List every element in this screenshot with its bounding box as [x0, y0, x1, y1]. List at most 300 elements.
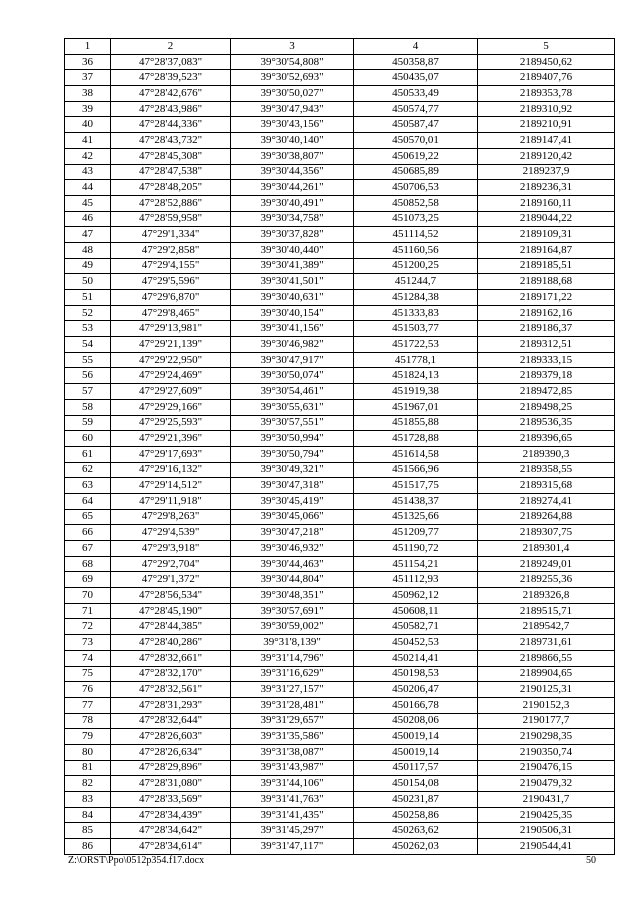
table-cell: 47°29'4,539"	[111, 525, 231, 541]
table-cell: 2189186,37	[478, 321, 615, 337]
table-cell: 39°30'40,631"	[231, 290, 354, 306]
table-cell: 47°28'44,336"	[111, 117, 231, 133]
table-cell: 450117,57	[354, 760, 478, 776]
table-cell: 50	[65, 274, 111, 290]
table-cell: 450962,12	[354, 588, 478, 604]
table-cell: 38	[65, 86, 111, 102]
table-row	[65, 431, 615, 447]
table-cell: 42	[65, 148, 111, 164]
table-row	[65, 807, 615, 823]
table-cell: 450258,86	[354, 807, 478, 823]
table-cell: 39°31'44,106"	[231, 776, 354, 792]
table-cell: 451778,1	[354, 352, 478, 368]
table-cell: 47°28'32,561"	[111, 682, 231, 698]
table-cell: 2189307,75	[478, 525, 615, 541]
table-cell: 39°30'46,932"	[231, 541, 354, 557]
table-cell: 47°28'34,642"	[111, 823, 231, 839]
table-cell: 39°31'14,796"	[231, 650, 354, 666]
table-row	[65, 242, 615, 258]
table-cell: 47°28'43,732"	[111, 133, 231, 149]
column-header-3: 3	[231, 39, 354, 55]
table-cell: 450166,78	[354, 697, 478, 713]
table-cell: 47°29'6,870"	[111, 290, 231, 306]
table-cell: 39°30'40,154"	[231, 305, 354, 321]
table-cell: 451517,75	[354, 478, 478, 494]
table-cell: 450358,87	[354, 54, 478, 70]
table-cell: 51	[65, 290, 111, 306]
table-cell: 39°30'50,027"	[231, 86, 354, 102]
table-cell: 450452,53	[354, 635, 478, 651]
table-cell: 47°29'14,512"	[111, 478, 231, 494]
table-row	[65, 321, 615, 337]
table-cell: 83	[65, 792, 111, 808]
table-cell: 52	[65, 305, 111, 321]
table-row	[65, 86, 615, 102]
table-row	[65, 117, 615, 133]
table-cell: 47°28'26,634"	[111, 744, 231, 760]
table-cell: 2189536,35	[478, 415, 615, 431]
table-row	[65, 478, 615, 494]
table-cell: 2189171,22	[478, 290, 615, 306]
table-cell: 39°30'57,691"	[231, 603, 354, 619]
table-cell: 2189264,88	[478, 509, 615, 525]
table-cell: 2189358,55	[478, 462, 615, 478]
table-cell: 47°29'27,609"	[111, 384, 231, 400]
table-cell: 451244,7	[354, 274, 478, 290]
table-cell: 450262,03	[354, 839, 478, 855]
table-cell: 39°30'57,551"	[231, 415, 354, 431]
table-cell: 2189379,18	[478, 368, 615, 384]
table-cell: 451824,13	[354, 368, 478, 384]
table-cell: 47°29'29,166"	[111, 399, 231, 415]
table-cell: 71	[65, 603, 111, 619]
table-cell: 39°30'34,758"	[231, 211, 354, 227]
table-row	[65, 603, 615, 619]
table-cell: 76	[65, 682, 111, 698]
table-cell: 2189498,25	[478, 399, 615, 415]
table-cell: 39°30'46,982"	[231, 337, 354, 353]
table-cell: 2189515,71	[478, 603, 615, 619]
table-cell: 2190350,74	[478, 744, 615, 760]
table-cell: 2190425,35	[478, 807, 615, 823]
table-cell: 451073,25	[354, 211, 478, 227]
table-cell: 39°31'8,139"	[231, 635, 354, 651]
table-row	[65, 227, 615, 243]
table-row	[65, 493, 615, 509]
table-cell: 47°28'39,523"	[111, 70, 231, 86]
table-row	[65, 368, 615, 384]
column-header-4: 4	[354, 39, 478, 55]
table-cell: 49	[65, 258, 111, 274]
table-row	[65, 588, 615, 604]
table-cell: 39°30'44,804"	[231, 572, 354, 588]
table-row	[65, 290, 615, 306]
table-cell: 450706,53	[354, 180, 478, 196]
table-cell: 44	[65, 180, 111, 196]
table-cell: 39°31'41,435"	[231, 807, 354, 823]
table-cell: 47°29'5,596"	[111, 274, 231, 290]
table-cell: 39°30'45,066"	[231, 509, 354, 525]
table-cell: 2189210,91	[478, 117, 615, 133]
table-cell: 45	[65, 195, 111, 211]
table-cell: 2189312,51	[478, 337, 615, 353]
table-cell: 39°30'54,808"	[231, 54, 354, 70]
table-cell: 47°29'8,465"	[111, 305, 231, 321]
table-cell: 2189904,65	[478, 666, 615, 682]
table-cell: 2189315,68	[478, 478, 615, 494]
table-cell: 450263,62	[354, 823, 478, 839]
table-cell: 450570,01	[354, 133, 478, 149]
column-header-1: 1	[65, 39, 111, 55]
table-row	[65, 148, 615, 164]
table-row	[65, 525, 615, 541]
table-cell: 450019,14	[354, 729, 478, 745]
table-cell: 39°31'38,087"	[231, 744, 354, 760]
coordinates-table	[64, 38, 615, 855]
table-cell: 2190125,31	[478, 682, 615, 698]
table-cell: 451325,66	[354, 509, 478, 525]
table-cell: 55	[65, 352, 111, 368]
table-cell: 2189120,42	[478, 148, 615, 164]
table-cell: 39°30'48,351"	[231, 588, 354, 604]
table-cell: 39°30'49,321"	[231, 462, 354, 478]
table-cell: 47°28'34,614"	[111, 839, 231, 855]
table-cell: 36	[65, 54, 111, 70]
table-cell: 70	[65, 588, 111, 604]
table-cell: 2189162,16	[478, 305, 615, 321]
table-body	[65, 54, 615, 854]
table-cell: 451967,01	[354, 399, 478, 415]
table-cell: 39°30'59,002"	[231, 619, 354, 635]
table-cell: 47°29'11,918"	[111, 493, 231, 509]
table-cell: 78	[65, 713, 111, 729]
table-cell: 47°28'37,083"	[111, 54, 231, 70]
table-cell: 47°28'31,293"	[111, 697, 231, 713]
table-cell: 47°29'13,981"	[111, 321, 231, 337]
table-cell: 47°28'43,986"	[111, 101, 231, 117]
table-cell: 66	[65, 525, 111, 541]
table-cell: 47°28'48,205"	[111, 180, 231, 196]
table-cell: 2189185,51	[478, 258, 615, 274]
table-cell: 39°30'55,631"	[231, 399, 354, 415]
table-cell: 47°29'21,139"	[111, 337, 231, 353]
table-cell: 39°30'41,389"	[231, 258, 354, 274]
table-cell: 2189396,65	[478, 431, 615, 447]
table-cell: 2189326,8	[478, 588, 615, 604]
table-row	[65, 682, 615, 698]
table-cell: 2189731,61	[478, 635, 615, 651]
table-cell: 2189333,15	[478, 352, 615, 368]
table-row	[65, 337, 615, 353]
table-row	[65, 70, 615, 86]
table-cell: 61	[65, 446, 111, 462]
table-cell: 47°28'40,286"	[111, 635, 231, 651]
table-row	[65, 697, 615, 713]
table-cell: 39°30'47,218"	[231, 525, 354, 541]
table-cell: 2189249,01	[478, 556, 615, 572]
table-cell: 39°30'40,440"	[231, 242, 354, 258]
table-cell: 81	[65, 760, 111, 776]
table-cell: 65	[65, 509, 111, 525]
table-row	[65, 164, 615, 180]
table-cell: 47°28'31,080"	[111, 776, 231, 792]
table-cell: 47°29'24,469"	[111, 368, 231, 384]
table-cell: 59	[65, 415, 111, 431]
table-cell: 39°30'47,318"	[231, 478, 354, 494]
table-cell: 451503,77	[354, 321, 478, 337]
table-cell: 451438,37	[354, 493, 478, 509]
table-cell: 39°30'38,807"	[231, 148, 354, 164]
table-cell: 451114,52	[354, 227, 478, 243]
table-cell: 39°30'47,917"	[231, 352, 354, 368]
table-cell: 80	[65, 744, 111, 760]
table-row	[65, 462, 615, 478]
table-cell: 451728,88	[354, 431, 478, 447]
table-cell: 2190177,7	[478, 713, 615, 729]
table-cell: 450206,47	[354, 682, 478, 698]
table-cell: 450574,77	[354, 101, 478, 117]
table-cell: 450608,11	[354, 603, 478, 619]
table-row	[65, 195, 615, 211]
table-row	[65, 713, 615, 729]
table-row	[65, 541, 615, 557]
column-header-2: 2	[111, 39, 231, 55]
table-cell: 47°28'44,385"	[111, 619, 231, 635]
table-cell: 47	[65, 227, 111, 243]
table-cell: 2189164,87	[478, 242, 615, 258]
table-cell: 451190,72	[354, 541, 478, 557]
table-cell: 39°30'41,501"	[231, 274, 354, 290]
table-row	[65, 399, 615, 415]
table-cell: 47°28'29,896"	[111, 760, 231, 776]
table-cell: 2190298,35	[478, 729, 615, 745]
table-cell: 39°31'47,117"	[231, 839, 354, 855]
table-row	[65, 572, 615, 588]
table-row	[65, 823, 615, 839]
table-cell: 39°31'27,157"	[231, 682, 354, 698]
table-cell: 39°30'41,156"	[231, 321, 354, 337]
table-cell: 47°29'1,372"	[111, 572, 231, 588]
table-cell: 2189160,11	[478, 195, 615, 211]
table-cell: 64	[65, 493, 111, 509]
table-row	[65, 54, 615, 70]
table-row	[65, 258, 615, 274]
table-cell: 72	[65, 619, 111, 635]
table-cell: 73	[65, 635, 111, 651]
table-cell: 39°31'35,586"	[231, 729, 354, 745]
table-cell: 451566,96	[354, 462, 478, 478]
table-cell: 2189407,76	[478, 70, 615, 86]
table-cell: 39°31'28,481"	[231, 697, 354, 713]
table-cell: 450154,08	[354, 776, 478, 792]
table-cell: 451209,77	[354, 525, 478, 541]
table-cell: 451855,88	[354, 415, 478, 431]
table-cell: 84	[65, 807, 111, 823]
table-cell: 39°30'43,156"	[231, 117, 354, 133]
table-cell: 2189472,85	[478, 384, 615, 400]
table-cell: 47°29'2,704"	[111, 556, 231, 572]
table-cell: 451284,38	[354, 290, 478, 306]
table-cell: 74	[65, 650, 111, 666]
table-cell: 451154,21	[354, 556, 478, 572]
table-cell: 47°28'32,170"	[111, 666, 231, 682]
table-cell: 47°29'16,132"	[111, 462, 231, 478]
table-cell: 451160,56	[354, 242, 478, 258]
table-row	[65, 650, 615, 666]
table-row	[65, 415, 615, 431]
table-cell: 47°29'21,396"	[111, 431, 231, 447]
table-cell: 39°30'37,828"	[231, 227, 354, 243]
table-row	[65, 509, 615, 525]
table-cell: 450685,89	[354, 164, 478, 180]
table-cell: 85	[65, 823, 111, 839]
table-cell: 47°28'33,569"	[111, 792, 231, 808]
table-cell: 47°29'1,334"	[111, 227, 231, 243]
table-cell: 39	[65, 101, 111, 117]
table-cell: 451614,58	[354, 446, 478, 462]
table-cell: 451919,38	[354, 384, 478, 400]
table-cell: 2190431,7	[478, 792, 615, 808]
table-cell: 450582,71	[354, 619, 478, 635]
table-cell: 77	[65, 697, 111, 713]
table-cell: 47°29'17,693"	[111, 446, 231, 462]
table-cell: 451200,25	[354, 258, 478, 274]
table-cell: 47°28'59,958"	[111, 211, 231, 227]
table-cell: 47°28'34,439"	[111, 807, 231, 823]
table-cell: 40	[65, 117, 111, 133]
table-cell: 39°30'54,461"	[231, 384, 354, 400]
table-row	[65, 274, 615, 290]
table-cell: 451722,53	[354, 337, 478, 353]
table-cell: 47°29'8,263"	[111, 509, 231, 525]
table-row	[65, 556, 615, 572]
table-cell: 450198,53	[354, 666, 478, 682]
table-cell: 41	[65, 133, 111, 149]
table-cell: 2190479,32	[478, 776, 615, 792]
table-cell: 2189237,9	[478, 164, 615, 180]
table-cell: 39°30'44,463"	[231, 556, 354, 572]
table-cell: 47°28'47,538"	[111, 164, 231, 180]
table-cell: 39°30'40,140"	[231, 133, 354, 149]
table-cell: 2189353,78	[478, 86, 615, 102]
table-cell: 39°30'52,693"	[231, 70, 354, 86]
table-cell: 53	[65, 321, 111, 337]
table-row	[65, 101, 615, 117]
table-cell: 47°29'2,858"	[111, 242, 231, 258]
table-row	[65, 619, 615, 635]
table-row	[65, 776, 615, 792]
table-cell: 450619,22	[354, 148, 478, 164]
table-cell: 39°31'41,763"	[231, 792, 354, 808]
table-row	[65, 792, 615, 808]
table-row	[65, 744, 615, 760]
table-cell: 39°30'47,943"	[231, 101, 354, 117]
table-row	[65, 180, 615, 196]
table-cell: 67	[65, 541, 111, 557]
table-cell: 47°29'25,593"	[111, 415, 231, 431]
table-cell: 450435,07	[354, 70, 478, 86]
table-cell: 39°31'45,297"	[231, 823, 354, 839]
table-cell: 47°29'22,950"	[111, 352, 231, 368]
table-cell: 2189450,62	[478, 54, 615, 70]
table-cell: 39°31'29,657"	[231, 713, 354, 729]
table-cell: 39°30'50,994"	[231, 431, 354, 447]
table-cell: 60	[65, 431, 111, 447]
table-cell: 47°28'26,603"	[111, 729, 231, 745]
table-cell: 2190506,31	[478, 823, 615, 839]
table-cell: 68	[65, 556, 111, 572]
table-cell: 450231,87	[354, 792, 478, 808]
table-row	[65, 352, 615, 368]
table-cell: 2189310,92	[478, 101, 615, 117]
table-cell: 56	[65, 368, 111, 384]
table-cell: 46	[65, 211, 111, 227]
table-cell: 2189542,7	[478, 619, 615, 635]
table-cell: 450852,58	[354, 195, 478, 211]
table-cell: 450019,14	[354, 744, 478, 760]
table-cell: 450214,41	[354, 650, 478, 666]
table-row	[65, 446, 615, 462]
table-cell: 75	[65, 666, 111, 682]
table-row	[65, 133, 615, 149]
table-cell: 47°28'45,190"	[111, 603, 231, 619]
table-cell: 86	[65, 839, 111, 855]
table-cell: 450533,49	[354, 86, 478, 102]
table-cell: 2189236,31	[478, 180, 615, 196]
table-cell: 2189866,55	[478, 650, 615, 666]
table-header-row	[65, 39, 615, 55]
table-cell: 39°30'44,356"	[231, 164, 354, 180]
table-cell: 54	[65, 337, 111, 353]
table-cell: 451112,93	[354, 572, 478, 588]
table-cell: 39°30'45,419"	[231, 493, 354, 509]
table-cell: 69	[65, 572, 111, 588]
table-cell: 47°28'32,644"	[111, 713, 231, 729]
table-cell: 2190152,3	[478, 697, 615, 713]
footer-file-path: Z:\ORST\Ppo\0512p354.f17.docx	[68, 855, 205, 866]
table-row	[65, 666, 615, 682]
table-cell: 2189390,3	[478, 446, 615, 462]
table-cell: 451333,83	[354, 305, 478, 321]
table-cell: 57	[65, 384, 111, 400]
table-cell: 47°28'42,676"	[111, 86, 231, 102]
table-cell: 2190544,41	[478, 839, 615, 855]
table-cell: 47°28'45,308"	[111, 148, 231, 164]
table-row	[65, 839, 615, 855]
table-cell: 47°29'4,155"	[111, 258, 231, 274]
table-row	[65, 729, 615, 745]
table-cell: 2189255,36	[478, 572, 615, 588]
table-row	[65, 760, 615, 776]
table-cell: 63	[65, 478, 111, 494]
table-cell: 2189301,4	[478, 541, 615, 557]
table-cell: 47°28'32,661"	[111, 650, 231, 666]
table-cell: 79	[65, 729, 111, 745]
table-cell: 39°30'44,261"	[231, 180, 354, 196]
table-row	[65, 211, 615, 227]
table-cell: 2189109,31	[478, 227, 615, 243]
table-cell: 39°30'50,074"	[231, 368, 354, 384]
table-row	[65, 305, 615, 321]
table-cell: 62	[65, 462, 111, 478]
table-row	[65, 384, 615, 400]
table-cell: 39°30'50,794"	[231, 446, 354, 462]
table-cell: 43	[65, 164, 111, 180]
table-cell: 2189274,41	[478, 493, 615, 509]
table-cell: 58	[65, 399, 111, 415]
column-header-5: 5	[478, 39, 615, 55]
table-cell: 39°31'43,987"	[231, 760, 354, 776]
